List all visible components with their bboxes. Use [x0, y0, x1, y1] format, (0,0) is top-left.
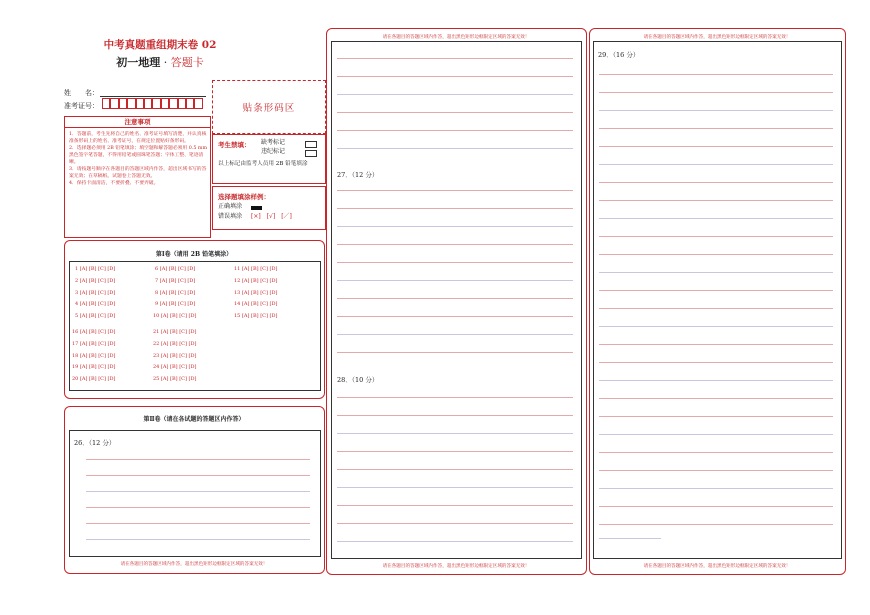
section1-title: 第Ⅰ卷（请用 2B 铅笔填涂） [155, 251, 233, 258]
q29-answer-box[interactable] [593, 41, 842, 559]
answer-line [337, 451, 573, 452]
wrong-fill-marks: [×] [√] [／] [251, 213, 292, 220]
exam-subtitle [60, 54, 260, 70]
answer-line [86, 475, 310, 476]
absent-label: 缺考标记 [261, 139, 286, 146]
choice-row[interactable]: 19 [A] [B] [C] [D] [72, 364, 116, 370]
answer-line [599, 182, 833, 183]
subtitle-separator: · [160, 56, 171, 69]
answer-line [599, 200, 833, 201]
answer-card-label: 答题卡 [170, 56, 204, 69]
answer-line [599, 506, 833, 507]
answer-line [337, 316, 573, 317]
answer-line [86, 491, 310, 492]
choice-row[interactable]: 7 [A] [B] [C] [D] [155, 278, 196, 284]
choice-row[interactable]: 10 [A] [B] [C] [D] [153, 313, 197, 319]
notice-item: 4．保持卡面清洁，不要折叠、不要弄破。 [69, 181, 159, 186]
answer-line [337, 505, 573, 506]
answer-line [337, 433, 573, 434]
choice-row[interactable]: 3 [A] [B] [C] [D] [75, 290, 116, 296]
right-top-warning: 请在各题目的答题区域内作答，超出黑色矩形边框限定区域的答案无效！ [643, 35, 791, 40]
choice-row[interactable]: 24 [A] [B] [C] [D] [153, 364, 197, 370]
violation-label: 违纪标记 [261, 148, 286, 155]
answer-line [599, 128, 833, 129]
section2-warning: 请在各题目的答题区域内作答，超出黑色矩形边框限定区域的答案无效！ [120, 562, 268, 567]
id-label: 准考证号： [64, 102, 99, 110]
answer-line [599, 308, 833, 309]
id-digit-box[interactable] [144, 98, 152, 109]
right-bottom-warning: 请在各题目的答题区域内作答，超出黑色矩形边框限定区域的答案无效！ [643, 564, 791, 569]
answer-line [599, 524, 833, 525]
answer-line [599, 344, 833, 345]
section2-title: 第Ⅱ卷（请在各试题的答题区内作答） [143, 416, 245, 423]
answer-line [599, 398, 833, 399]
choice-row[interactable]: 21 [A] [B] [C] [D] [153, 329, 197, 335]
answer-line [86, 507, 310, 508]
middle-answer-box[interactable] [331, 41, 582, 559]
id-digit-box[interactable] [110, 98, 118, 109]
answer-line [599, 362, 833, 363]
choice-row[interactable]: 23 [A] [B] [C] [D] [153, 353, 197, 359]
barcode-area: 贴条形码区 [212, 80, 326, 134]
choice-row[interactable]: 6 [A] [B] [C] [D] [155, 266, 196, 272]
answer-line [599, 164, 833, 165]
answer-line [599, 416, 833, 417]
answer-line [337, 244, 573, 245]
answer-line [337, 262, 573, 263]
choice-row[interactable]: 22 [A] [B] [C] [D] [153, 341, 197, 347]
answer-line [337, 76, 573, 77]
answer-line [337, 112, 573, 113]
id-digit-box[interactable] [169, 98, 177, 109]
name-underline[interactable] [100, 96, 206, 97]
id-digit-box[interactable] [178, 98, 186, 109]
exam-title: 中考真题重组期末卷 02 [103, 39, 217, 51]
answer-line [599, 272, 833, 273]
choice-row[interactable]: 18 [A] [B] [C] [D] [72, 353, 116, 359]
q26-answer-box[interactable] [69, 430, 321, 557]
id-digit-box[interactable] [119, 98, 127, 109]
choice-row[interactable]: 12 [A] [B] [C] [D] [234, 278, 278, 284]
filled-mark-icon [251, 206, 262, 210]
answer-line [337, 487, 573, 488]
correct-fill-label: 正确填涂 [218, 203, 243, 210]
answer-line [599, 74, 833, 75]
middle-top-warning: 请在各题目的答题区域内作答，超出黑色矩形边框限定区域的答案无效！ [382, 35, 530, 40]
choice-row[interactable]: 5 [A] [B] [C] [D] [75, 313, 116, 319]
middle-bottom-warning: 请在各题目的答题区域内作答，超出黑色矩形边框限定区域的答案无效！ [382, 564, 530, 569]
answer-line [337, 94, 573, 95]
choice-row[interactable]: 13 [A] [B] [C] [D] [234, 290, 278, 296]
choice-row[interactable]: 20 [A] [B] [C] [D] [72, 376, 116, 382]
choice-row[interactable]: 17 [A] [B] [C] [D] [72, 341, 116, 347]
forbidden-title: 考生禁填： [218, 141, 251, 149]
choice-row[interactable]: 8 [A] [B] [C] [D] [155, 290, 196, 296]
id-digit-box[interactable] [127, 98, 135, 109]
answer-line [599, 110, 833, 111]
answer-line [337, 130, 573, 131]
q26-label: 26．（12 分） [74, 439, 116, 447]
wrong-fill-label: 错误填涂 [218, 213, 243, 220]
answer-line [337, 58, 573, 59]
id-digit-box[interactable] [136, 98, 144, 109]
choice-row[interactable]: 2 [A] [B] [C] [D] [75, 278, 116, 284]
answer-line [337, 415, 573, 416]
choice-row[interactable]: 1 [A] [B] [C] [D] [75, 266, 116, 272]
answer-line [337, 148, 573, 149]
choice-row[interactable]: 11 [A] [B] [C] [D] [234, 266, 278, 272]
choice-row[interactable]: 25 [A] [B] [C] [D] [153, 376, 197, 382]
q29-label: 29．（16 分） [598, 51, 640, 59]
answer-line [599, 146, 833, 147]
forbidden-note: 以上标记由监考人员用 2B 铅笔填涂 [218, 161, 308, 167]
choice-row[interactable]: 4 [A] [B] [C] [D] [75, 301, 116, 307]
answer-line [337, 469, 573, 470]
answer-line [337, 226, 573, 227]
answer-line [337, 397, 573, 398]
id-digit-box[interactable] [186, 98, 194, 109]
answer-line [86, 539, 310, 540]
choice-row[interactable]: 9 [A] [B] [C] [D] [155, 301, 196, 307]
answer-line [337, 541, 573, 542]
name-label: 姓 名： [64, 89, 99, 97]
id-digit-box[interactable] [102, 98, 110, 109]
answer-line [599, 218, 833, 219]
answer-line [337, 352, 573, 353]
answer-line [337, 298, 573, 299]
subject-label: 初一地理 [116, 56, 161, 69]
absent-checkbox[interactable] [305, 141, 317, 148]
answer-line [599, 290, 833, 291]
answer-line [599, 452, 833, 453]
notice-item: 1．答题前，考生先将自己的姓名、准考证号填写清楚，并认真核准条形码上的姓名、准考证号，在规定位置贴好条形码。 [69, 132, 207, 144]
answer-line [337, 190, 573, 191]
id-number-boxes[interactable] [102, 98, 203, 109]
answer-line [599, 434, 833, 435]
answer-line [599, 326, 833, 327]
answer-line [599, 470, 833, 471]
forbidden-panel [212, 134, 326, 184]
answer-line [86, 523, 310, 524]
answer-line [337, 280, 573, 281]
answer-line [86, 459, 310, 460]
choice-row[interactable]: 16 [A] [B] [C] [D] [72, 329, 116, 335]
fill-example-title: 选择题填涂样例： [218, 193, 270, 201]
choice-row[interactable]: 15 [A] [B] [C] [D] [234, 313, 278, 319]
answer-line [599, 488, 833, 489]
id-digit-box[interactable] [152, 98, 160, 109]
fill-example-panel [212, 186, 326, 230]
answer-line [337, 334, 573, 335]
answer-line [337, 208, 573, 209]
answer-line [599, 92, 833, 93]
answer-line [599, 380, 833, 381]
answer-line [599, 538, 661, 539]
answer-line [337, 523, 573, 524]
answer-line [599, 236, 833, 237]
notice-item: 3．请按题号顺序在各题目的答题区域内作答，超出区域书写的答案无效；在草稿纸、试题卷上答题无效。 [69, 167, 207, 179]
notice-box [64, 116, 211, 238]
answer-line [599, 254, 833, 255]
violation-checkbox[interactable] [305, 150, 317, 157]
notice-title: 注意事项 [65, 117, 210, 128]
q27-label: 27．（12 分） [337, 171, 379, 179]
choice-row[interactable]: 14 [A] [B] [C] [D] [234, 301, 278, 307]
id-digit-box[interactable] [194, 98, 202, 109]
q28-label: 28．（10 分） [337, 376, 379, 384]
notice-item: 2．选择题必须用 2B 铅笔填涂；填空题和解答题必须用 0.5 mm 黑色签字笔答题，不得用铅笔或圆珠笔答题；字体工整、笔迹清晰。 [69, 146, 207, 165]
id-digit-box[interactable] [161, 98, 169, 109]
